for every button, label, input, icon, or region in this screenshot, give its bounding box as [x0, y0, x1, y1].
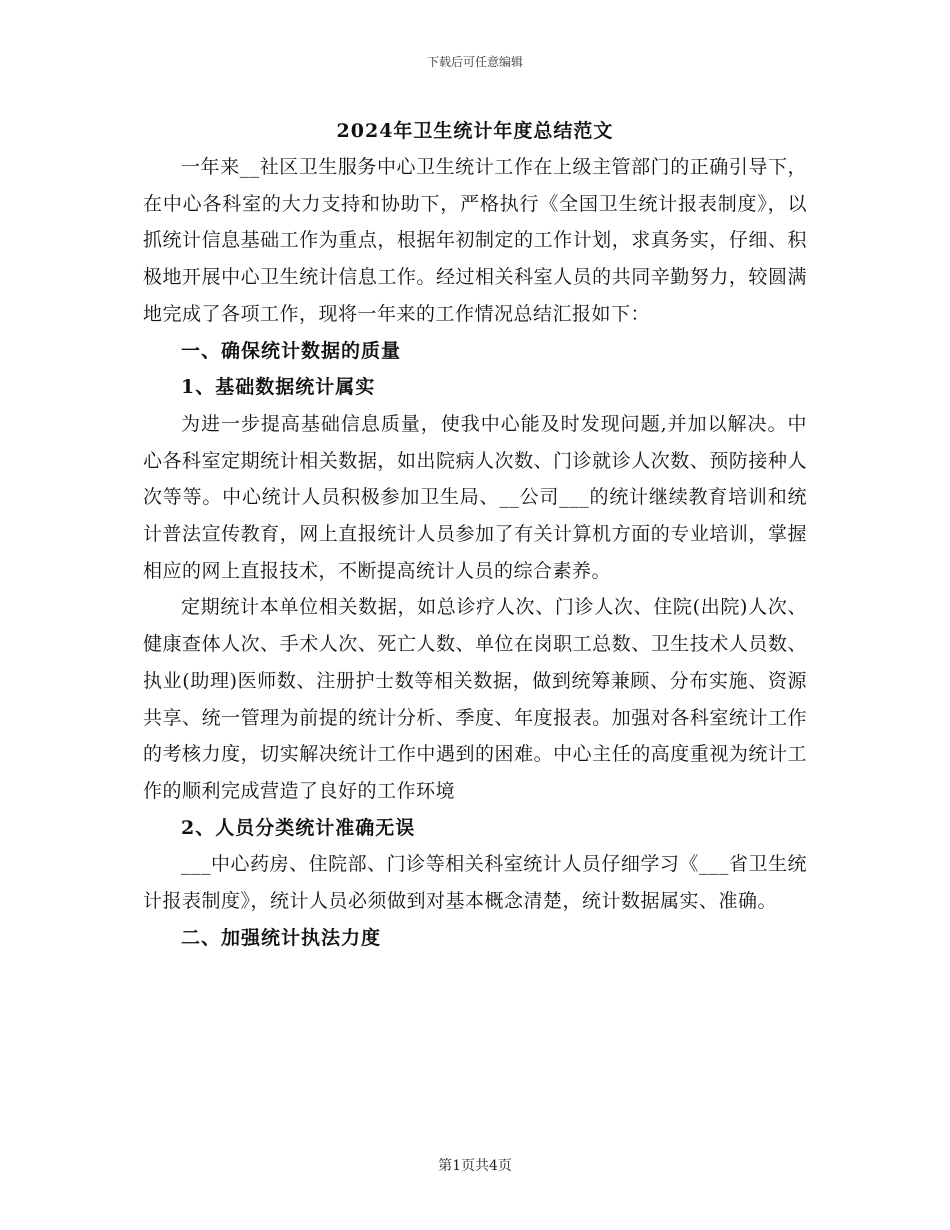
section-heading-2: 二、加强统计执法力度: [181, 926, 382, 949]
paragraph-personnel-stats: ___中心药房、住院部、门诊等相关科室统计人员仔细学习《___省卫生统计报表制度》，统计人员必须做到对基本概念清楚，统计数据属实、准确。: [143, 853, 807, 913]
intro-paragraph: 一年来__社区卫生服务中心卫生统计工作在上级主管部门的正确引导下，在中心各科室的大力支持和协助下，严格执行《全国卫生统计报表制度》，以抓统计信息基础工作为重点，根据年初制定的工作计划，求真务实，仔细、积极地开展中心卫生统计信息工作。经过相关科室人员的共同辛勤努力，较圆满地完成了各项工作，现将一年来的工作情况总结汇报如下：: [143, 156, 807, 325]
document-body: [143, 149, 807, 956]
page-number: 第1页共4页: [438, 1158, 512, 1174]
paragraph-basic-data: 为进一步提高基础信息质量，使我中心能及时发现问题,并加以解决。中心各科室定期统计相关数据，如出院病人次数、门诊就诊人次数、预防接种人次等等。中心统计人员积极参加卫生局、__公司___的统计继续教育培训和统计普法宣传教育，网上直报统计人员参加了有关计算机方面的专业培训，掌握相应的网上直报技术，不断提高统计人员的综合素养。: [143, 412, 807, 582]
header-note: 下载后可任意编辑: [426, 55, 523, 69]
subsection-heading-1-2: 2、人员分类统计准确无误: [181, 816, 416, 839]
document-title: 2024年卫生统计年度总结范文: [336, 120, 614, 142]
section-heading-1: 一、确保统计数据的质量: [181, 339, 402, 362]
subsection-heading-1-1: 1、基础数据统计属实: [181, 376, 376, 399]
paragraph-periodic-stats: 定期统计本单位相关数据，如总诊疗人次、门诊人次、住院(出院)人次、健康查体人次、手术人次、死亡人数、单位在岗职工总数、卫生技术人员数、执业(助理)医师数、注册护士数等相关数据，做到统筹兼顾、分布实施、资源共享、统一管理为前提的统计分析、季度、年度报表。加强对各科室统计工作的考核力度，切实解决统计工作中遇到的困难。中心主任的高度重视为统计工作的顺利完成营造了良好的工作环境: [143, 596, 807, 802]
